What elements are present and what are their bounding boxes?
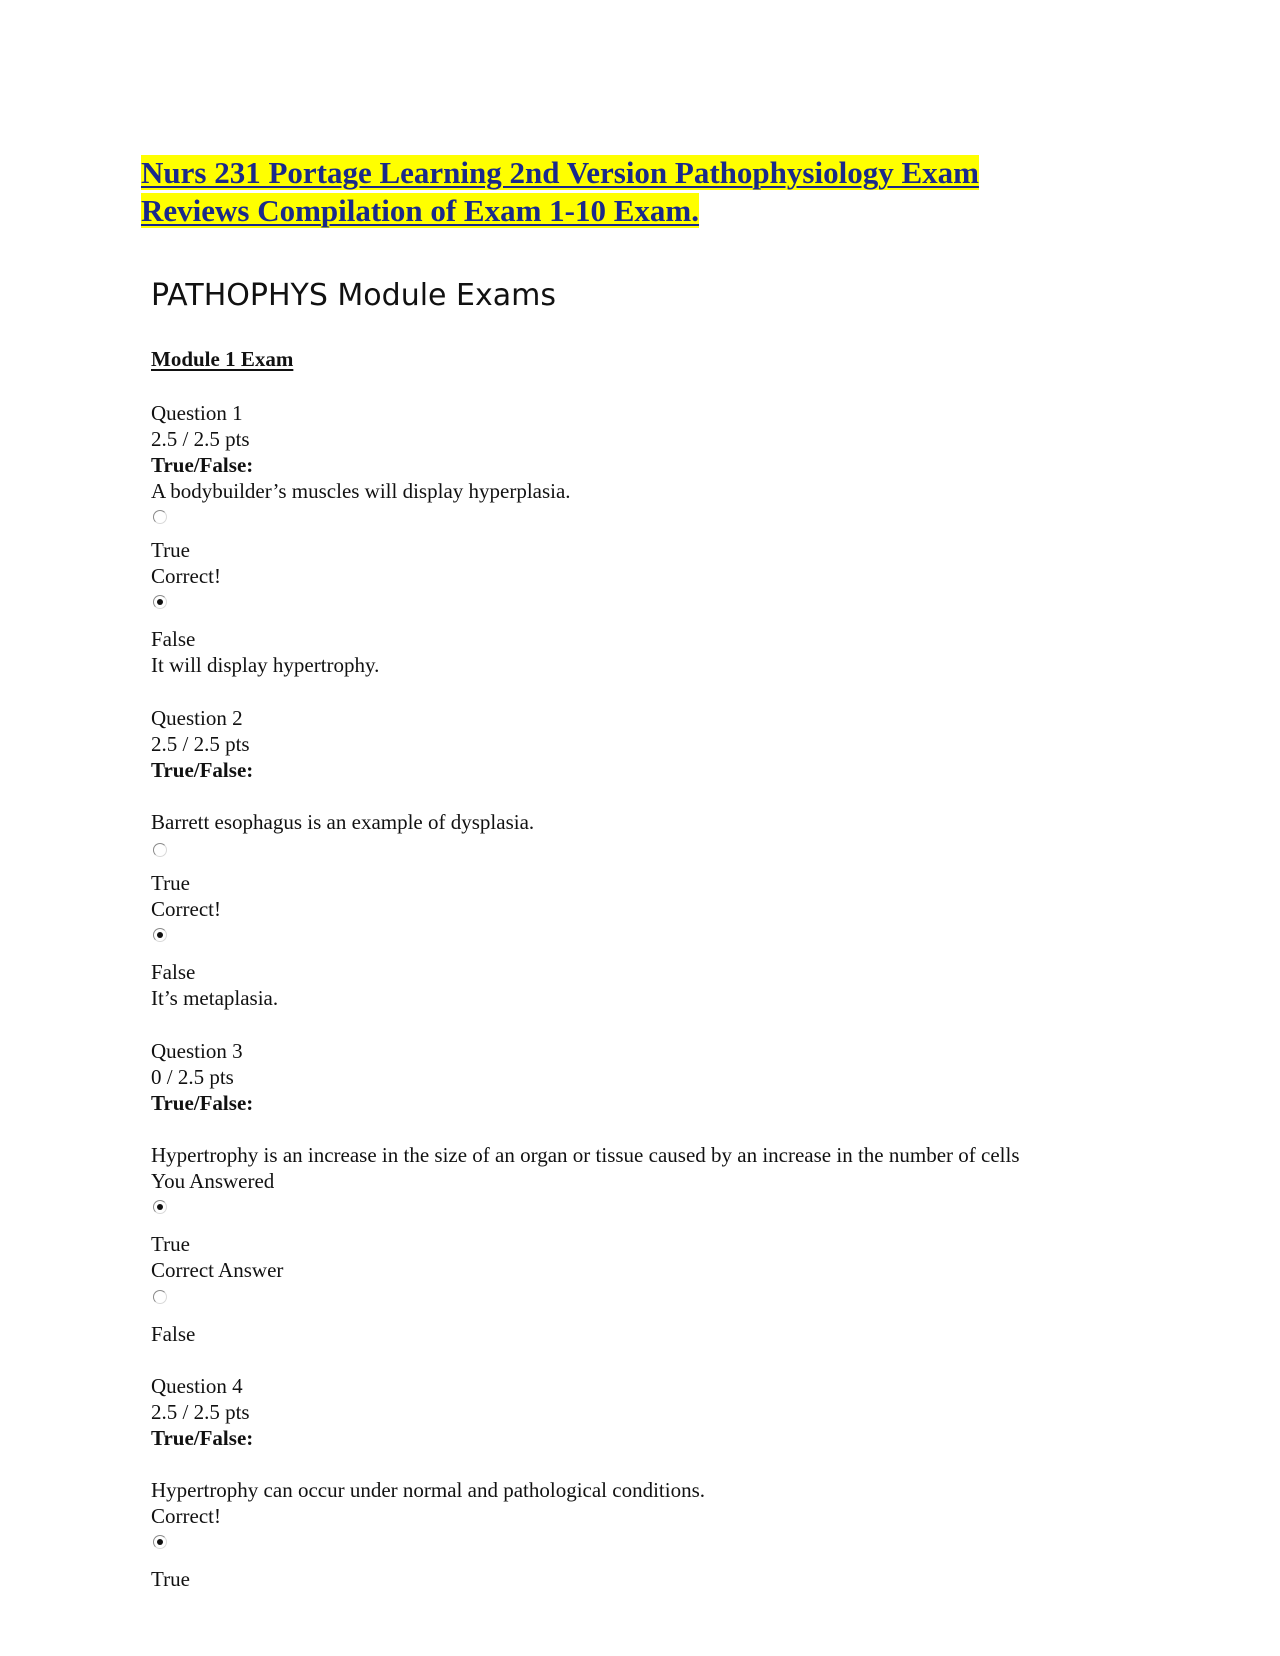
question-1-true-label: True	[151, 538, 190, 562]
question-1-feedback: Correct!	[151, 564, 221, 588]
question-2-false-radio[interactable]	[153, 928, 167, 942]
question-2-prompt: Barrett esophagus is an example of dysplasia.	[151, 810, 535, 834]
question-1-false-radio[interactable]	[153, 595, 167, 609]
document-title-line-2: Reviews Compilation of Exam 1-10 Exam.	[141, 193, 699, 228]
question-1-prompt: A bodybuilder’s muscles will display hyperplasia.	[151, 479, 571, 503]
question-3-prompt: Hypertrophy is an increase in the size of an organ or tissue caused by an increase in the number of cells	[151, 1143, 1020, 1167]
question-2-false-label: False	[151, 960, 196, 984]
question-2-type: True/False:	[151, 758, 254, 782]
question-3-type: True/False:	[151, 1091, 254, 1115]
question-4-true-radio[interactable]	[153, 1535, 167, 1549]
document-title-line-1: Nurs 231 Portage Learning 2nd Version Pathophysiology Exam	[141, 155, 979, 190]
question-4-type: True/False:	[151, 1426, 254, 1450]
question-2-true-radio[interactable]	[153, 843, 167, 857]
question-2-feedback: Correct!	[151, 897, 221, 921]
question-2-true-label: True	[151, 871, 190, 895]
question-3-points: 0 / 2.5 pts	[151, 1065, 234, 1089]
question-1-label: Question 1	[151, 401, 243, 425]
question-3-true-label: True	[151, 1232, 190, 1256]
question-2-explanation: It’s metaplasia.	[151, 986, 279, 1010]
question-2-points: 2.5 / 2.5 pts	[151, 732, 250, 756]
question-4-label: Question 4	[151, 1374, 243, 1398]
question-4-prompt: Hypertrophy can occur under normal and pathological conditions.	[151, 1478, 705, 1502]
question-3-true-radio[interactable]	[153, 1200, 167, 1214]
question-3-label: Question 3	[151, 1039, 243, 1063]
question-1-type: True/False:	[151, 453, 254, 477]
question-3-answered-label: You Answered	[151, 1169, 275, 1193]
module-heading: Module 1 Exam	[151, 347, 294, 371]
question-4-feedback: Correct!	[151, 1504, 221, 1528]
question-4-points: 2.5 / 2.5 pts	[151, 1400, 250, 1424]
question-2-label: Question 2	[151, 706, 243, 730]
question-3-false-label: False	[151, 1322, 196, 1346]
question-3-correct-answer-label: Correct Answer	[151, 1258, 284, 1282]
section-heading: PATHOPHYS Module Exams	[151, 278, 556, 313]
question-1-points: 2.5 / 2.5 pts	[151, 427, 250, 451]
document-title	[141, 154, 1081, 230]
question-3-false-radio[interactable]	[153, 1290, 167, 1304]
question-1-false-label: False	[151, 627, 196, 651]
question-1-true-radio[interactable]	[153, 510, 167, 524]
question-1-explanation: It will display hypertrophy.	[151, 653, 380, 677]
question-4-true-label: True	[151, 1567, 190, 1591]
